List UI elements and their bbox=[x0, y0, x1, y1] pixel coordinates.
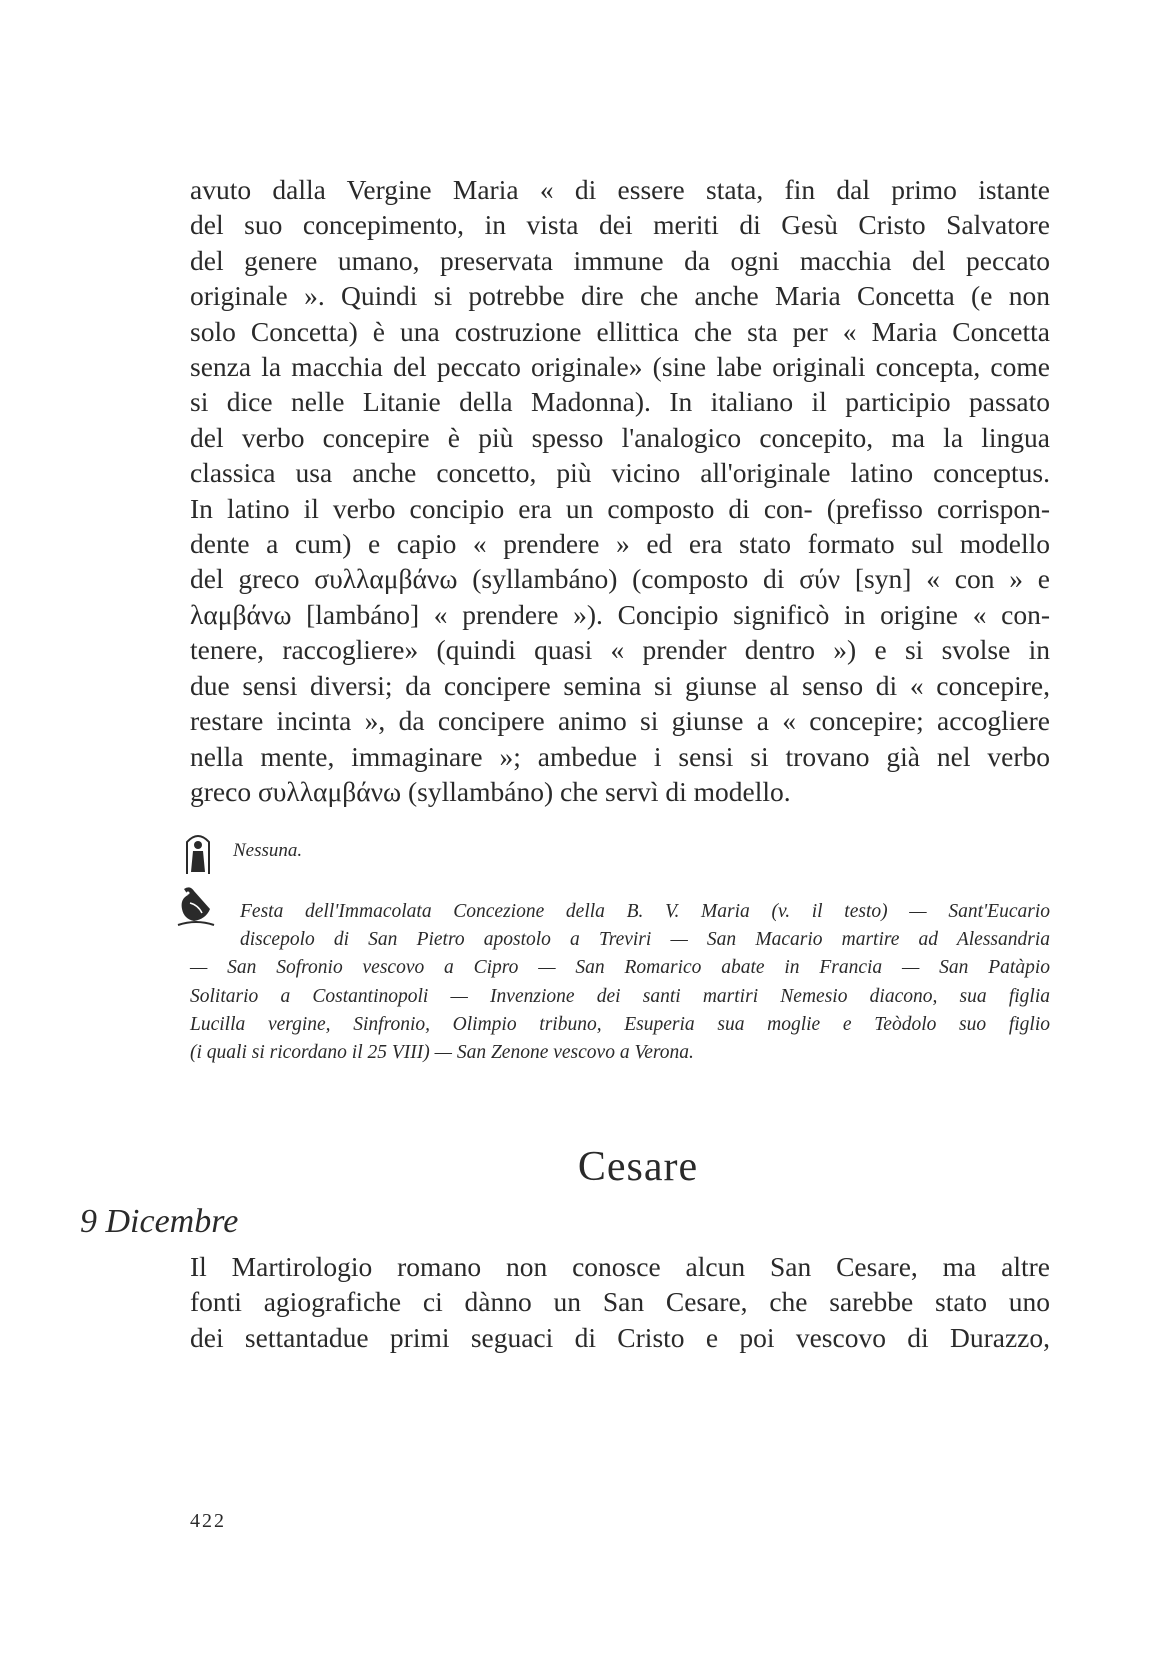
feast-saints-list bbox=[190, 898, 1050, 1067]
text-line: greco συλλαμβάνω (syllambáno) che servì di modello. bbox=[190, 775, 791, 807]
section-paragraph bbox=[190, 1249, 1050, 1355]
text-line: fonti agiografiche ci dànno un San Cesare, che sarebbe stato uno bbox=[190, 1286, 1050, 1318]
feast-date: 9 Dicembre bbox=[80, 1203, 239, 1240]
text-line: Lucilla vergine, Sinfronio, Olimpio tribuno, Esuperia sua moglie e Teòdolo suo figlio bbox=[190, 1013, 1050, 1035]
text-line: λαμβάνω [lambáno] « prendere »). Concipio significò in origine « con- bbox=[190, 598, 1050, 630]
text-line: dente a cum) e capio « prendere » ed era stato formato sul modello bbox=[190, 528, 1050, 560]
text-line: del genere umano, preservata immune da ogni macchia del peccato bbox=[190, 244, 1050, 276]
text-line: (i quali si ricordano il 25 VIII) — San Zenone vescovo a Verona. bbox=[190, 1042, 694, 1064]
body-paragraph bbox=[190, 172, 1050, 809]
text-line: restare incinta », da concipere animo si giunse a « concepire; accogliere bbox=[190, 705, 1050, 737]
text-line: si dice nelle Litanie della Madonna). In italiano il participio passato bbox=[190, 386, 1050, 418]
text-line: classica usa anche concetto, più vicino all'originale latino conceptus. bbox=[190, 457, 1050, 489]
text-line: solo Concetta) è una costruzione ellittica che sta per « Maria Concetta bbox=[190, 315, 1050, 347]
text-line: Il Martirologio romano non conosce alcun San Cesare, ma altre bbox=[190, 1251, 1050, 1282]
text-line: dei settantadue primi seguaci di Cristo e poi vescovo di Durazzo, bbox=[190, 1321, 1050, 1353]
text-line: originale ». Quindi si potrebbe dire che anche Maria Concetta (e non bbox=[190, 280, 1050, 312]
text-line: del greco συλλαμβάνω (syllambáno) (composto di σύν [syn] « con » e bbox=[190, 563, 1050, 595]
saint-figure-icon bbox=[183, 832, 213, 880]
text-line: due sensi diversi; da concipere semina si giunse al senso di « concepire, bbox=[190, 669, 1050, 701]
text-line: Festa dell'Immacolata Concezione della B. V. Maria (v. il testo) — Sant'Eucario bbox=[240, 901, 1050, 922]
text-line: nella mente, immaginare »; ambedue i sensi si trovano già nel verbo bbox=[190, 740, 1050, 772]
text-line: In latino il verbo concipio era un composto di con- (prefisso corrispon- bbox=[190, 492, 1050, 524]
text-line: del verbo concepire è più spesso l'analogico concepito, ma la lingua bbox=[190, 421, 1050, 453]
text-line: tenere, raccogliere» (quindi quasi « prender dentro ») e si svolse in bbox=[190, 634, 1050, 666]
page-number: 422 bbox=[190, 1510, 226, 1532]
text-line: discepolo di San Pietro apostolo a Treviri — San Macario martire ad Alessandria bbox=[240, 929, 1050, 951]
section-title: Cesare bbox=[577, 1144, 699, 1190]
text-line: del suo concepimento, in vista dei meriti di Gesù Cristo Salvatore bbox=[190, 209, 1050, 241]
text-line: avuto dalla Vergine Maria « di essere stata, fin dal primo istante bbox=[190, 174, 1050, 205]
text-line: — San Sofronio vescovo a Cipro — San Romarico abate in Francia — San Patàpio bbox=[190, 957, 1050, 979]
patron-text: Nessuna. bbox=[233, 840, 303, 861]
text-line: senza la macchia del peccato originale» (sine labe originali concepta, come bbox=[190, 351, 1050, 383]
text-line: Solitario a Costantinopoli — Invenzione dei santi martiri Nemesio diacono, sua figlia bbox=[190, 985, 1050, 1007]
